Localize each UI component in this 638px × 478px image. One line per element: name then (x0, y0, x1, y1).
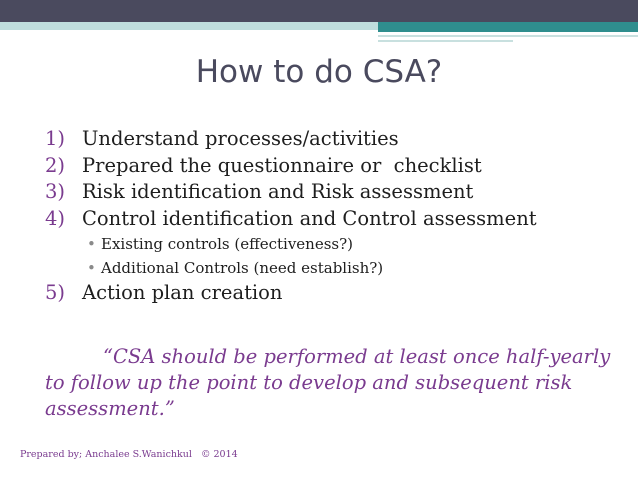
list-item (45, 206, 615, 233)
bullet-icon: • (87, 259, 96, 277)
list-item-text: Risk identification and Risk assessment (82, 180, 474, 203)
slide-title: How to do CSA? (195, 54, 443, 90)
sub-list-item-text: Existing controls (effectiveness?) (101, 235, 354, 253)
quote-line: assessment.” (45, 397, 175, 420)
sub-list-item-text: Additional Controls (need establish?) (101, 259, 384, 277)
footer-credit: Prepared by; Anchalee S.Wanichkul © 2014 (20, 449, 238, 460)
list-item-number: 1) (45, 127, 66, 150)
list-item (45, 153, 615, 180)
bullet-icon: • (87, 235, 96, 253)
numbered-list (45, 126, 615, 307)
header-dark-band (0, 0, 638, 22)
list-item (45, 179, 615, 206)
list-item-text: Prepared the questionnaire or checklist (82, 153, 482, 177)
list-item (45, 126, 615, 153)
header-decor-line (378, 35, 638, 37)
quote-line: to follow up the point to develop and subsequent risk (45, 371, 573, 394)
list-item (45, 280, 615, 307)
sub-list-item (45, 256, 615, 280)
list-item-text: Understand processes/activities (82, 127, 399, 150)
list-item-number: 4) (45, 206, 66, 230)
header-light-teal-band (0, 22, 378, 30)
header-teal-band (378, 22, 638, 32)
list-item-text: Control identification and Control assessment (82, 206, 537, 230)
list-item-number: 5) (45, 281, 66, 304)
sub-list-item (45, 232, 615, 256)
quote-block (45, 344, 615, 422)
list-item-number: 2) (45, 153, 66, 177)
header-decor-line-short (378, 40, 513, 42)
list-item-number: 3) (45, 180, 66, 203)
quote-line: “CSA should be performed at least once half-yearly (103, 345, 611, 368)
list-item-text: Action plan creation (82, 281, 283, 304)
